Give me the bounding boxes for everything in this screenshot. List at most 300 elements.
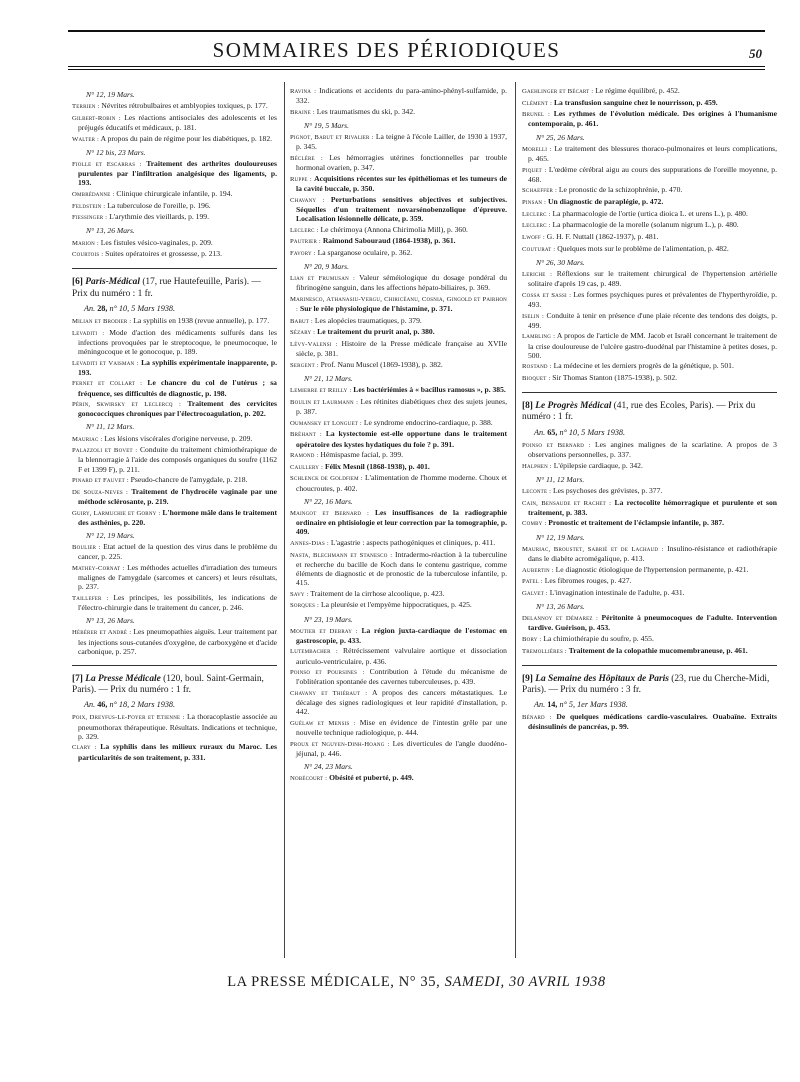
article-entry bbox=[72, 742, 277, 761]
issue-heading: N° 13, 26 Mars. bbox=[86, 226, 135, 236]
article-title: L'invagination intestinale de l'adulte, p. 431. bbox=[549, 587, 685, 597]
article-authors: Oumansky et Longuet : bbox=[290, 419, 362, 427]
article-entry bbox=[72, 328, 277, 356]
journal-name: La Semaine des Hôpitaux de Paris bbox=[535, 673, 669, 684]
issue-heading: N° 11, 12 Mars. bbox=[536, 474, 585, 484]
journal-year: An. 14, n° 5, 1er Mars 1938. bbox=[534, 700, 628, 710]
journal-separator bbox=[522, 392, 777, 393]
article-entry bbox=[290, 107, 507, 117]
article-authors: Tremollières : bbox=[522, 647, 567, 655]
article-title: Pseudo-chancre de l'amygdale, p. 218. bbox=[130, 475, 248, 485]
article-title: Félix Mesnil (1868-1938), p. 401. bbox=[324, 461, 430, 471]
article-title: A propos du pain de régime pour les diabétiques, p. 182. bbox=[100, 133, 273, 143]
article-authors: Périn, Skwirsky et Leclercq : bbox=[72, 401, 182, 409]
page-footer bbox=[68, 974, 765, 991]
article-authors: Béclère : bbox=[290, 154, 323, 162]
article-authors: Leclerc : bbox=[290, 226, 319, 234]
article-authors: Pautrier : bbox=[290, 238, 321, 246]
article-entry bbox=[290, 550, 507, 588]
article-authors: Chavany et Thiébaut : bbox=[290, 690, 368, 698]
journal-address: (120, boul. Saint-Germain, Paris). — Prix du numéro : 1 fr. bbox=[72, 673, 264, 696]
article-entry bbox=[290, 626, 507, 645]
article-entry bbox=[72, 563, 277, 591]
article-entry bbox=[72, 627, 277, 655]
article-title: Contribution à l'étude du mécanisme de l'oblitération spontanée des cavernes tuberculeuses, p. 439. bbox=[296, 667, 507, 687]
article-entry bbox=[522, 576, 777, 586]
article-authors: Nasta, Blechmann et Stanesco : bbox=[290, 551, 393, 559]
article-authors: Boulin et Laurmann : bbox=[290, 398, 359, 406]
article-entry bbox=[522, 331, 777, 359]
article-entry bbox=[290, 360, 507, 370]
article-title: Les réactions antisociales des adolescents et les préjugés éducatifs et médicaux, p. 181. bbox=[78, 112, 277, 132]
article-authors: Bory : bbox=[522, 635, 542, 643]
article-entry bbox=[290, 718, 507, 737]
header-rule-lower bbox=[68, 69, 765, 70]
page-number: 50 bbox=[749, 46, 762, 61]
article-title: Conduite du traitement chimiothérapique de la blennorragie à l'aide des composés organiques du soufre (1162 F et 1399 F), p. 211. bbox=[78, 445, 277, 474]
article-authors: Guiry, Larmuchie et Gorny : bbox=[72, 509, 161, 517]
article-authors: Schlenck de Goldfiem : bbox=[290, 475, 363, 483]
article-entry bbox=[72, 508, 277, 527]
journal-heading bbox=[72, 277, 277, 299]
article-authors: Lévy-Valensi : bbox=[290, 341, 338, 349]
article-authors: Cain, Bensaude et Rachet : bbox=[522, 499, 612, 507]
article-authors: Mauriac, Broustet, Sabrié et de Lachaud : bbox=[522, 545, 664, 553]
article-title: Les méthodes actuelles d'irradiation des tumeurs malignes de l'amygdale (sarcomes et cancers) et leurs résultats, p. 237. bbox=[78, 563, 277, 592]
article-authors: Poinso et Bernard : bbox=[522, 441, 591, 449]
article-authors: Annes-Dias : bbox=[290, 539, 329, 547]
issue-heading: N° 25, 26 Mars. bbox=[536, 132, 585, 142]
article-title: La teigne à l'école Lailler, de 1930 à 1937, p. 345. bbox=[296, 132, 507, 152]
article-authors: Favory : bbox=[290, 249, 316, 257]
article-authors: Ravina : bbox=[290, 88, 317, 95]
article-authors: Taillefer : bbox=[72, 594, 109, 602]
article-title: Etat actuel de la question des virus dans le problème du cancer, p. 225. bbox=[78, 542, 277, 562]
issue-heading: N° 19, 5 Mars. bbox=[304, 120, 350, 130]
article-title: Traitement de l'hydrocèle vaginale par une méthode sclérosante, p. 219. bbox=[78, 486, 277, 507]
article-entry bbox=[522, 185, 777, 195]
article-title: La tuberculose de l'oreille, p. 196. bbox=[107, 200, 211, 210]
article-authors: Levaditi et Vaisman : bbox=[72, 359, 139, 367]
article-entry bbox=[522, 646, 777, 656]
article-entry bbox=[522, 98, 777, 108]
article-authors: Patel : bbox=[522, 578, 543, 586]
article-authors: Rostand : bbox=[522, 363, 552, 371]
article-authors: Leclerc : bbox=[522, 222, 551, 230]
article-title: G. H. F. Nuttall (1862-1937), p. 481. bbox=[546, 232, 659, 242]
article-entry bbox=[72, 134, 277, 144]
journal-number: [8] bbox=[522, 401, 533, 412]
article-authors: Feldstein : bbox=[72, 202, 106, 210]
article-authors: Lemierre et Reilly : bbox=[290, 387, 352, 395]
article-entry bbox=[522, 634, 777, 644]
article-title: Le chancre du col de l'utérus ; sa fréquence, ses difficultés de diagnostic, p. 198. bbox=[78, 378, 277, 398]
journal-year: An. 46, n° 18, 2 Mars 1938. bbox=[84, 700, 176, 710]
article-authors: Bréhant : bbox=[290, 431, 322, 439]
article-title: Le chérimoya (Annona Chirimolia Mill), p. 360. bbox=[320, 224, 468, 234]
article-authors: Chavany : bbox=[290, 196, 325, 204]
journal-separator bbox=[522, 665, 777, 666]
article-title: Histoire de la Presse médicale française au XVIIe siècle, p. 381. bbox=[296, 339, 507, 359]
article-authors: Iselin : bbox=[522, 312, 545, 320]
issues-block bbox=[522, 86, 777, 383]
article-title: L'arythmie des vieillards, p. 199. bbox=[109, 212, 209, 222]
article-title: Quelques mots sur le problème de l'alimentation, p. 482. bbox=[557, 243, 729, 253]
journal-name: Paris-Médical bbox=[85, 277, 140, 288]
article-title: Traitement de la cirrhose alcoolique, p. 423. bbox=[310, 588, 445, 598]
article-title: Les rythmes de l'évolution médicale. Des origines à l'humanisme contemporain, p. 461. bbox=[528, 109, 777, 129]
article-entry bbox=[72, 399, 277, 418]
article-entry bbox=[522, 518, 777, 528]
article-title: Les hémorragies utérines fonctionnelles par trouble hormonal ovarien, p. 347. bbox=[296, 152, 507, 173]
article-title: La thoracoplastie associée au pneumothorax thérapeutique. Résultats. Indications et technique, p. 329. bbox=[78, 712, 277, 741]
article-entry bbox=[522, 144, 777, 163]
article-entry bbox=[290, 473, 507, 492]
issue-heading: N° 12 bis, 23 Mars. bbox=[86, 147, 146, 157]
article-authors: Galvet : bbox=[522, 589, 548, 597]
article-entry bbox=[72, 201, 277, 211]
article-authors: Savy : bbox=[290, 590, 309, 598]
article-entry bbox=[522, 311, 777, 330]
article-title: La rectocolite hémorragique et purulente et son traitement, p. 383. bbox=[528, 497, 777, 517]
article-title: Les alopécies traumatiques, p. 379. bbox=[314, 315, 422, 325]
article-title: Conduite à tenir en présence d'une plaie récente des tendons des doigts, p. 499. bbox=[528, 310, 777, 330]
article-title: Valeur séméiologique du dosage pondéral du fibrinogène sanguin, dans les affections hépato-biliaires, p. 369. bbox=[296, 273, 507, 293]
issue-heading: N° 11, 12 Mars. bbox=[86, 422, 135, 432]
article-entry bbox=[290, 294, 507, 314]
article-entry bbox=[290, 688, 507, 716]
issues-block bbox=[72, 712, 277, 761]
article-entry bbox=[290, 429, 507, 448]
article-entry bbox=[522, 165, 777, 184]
article-authors: Walter : bbox=[72, 135, 100, 143]
article-entry bbox=[522, 109, 777, 128]
article-title: Traitement de la colopathie mucomembraneuse, p. 461. bbox=[568, 645, 748, 655]
article-authors: Sézary : bbox=[290, 329, 316, 337]
article-title: Sur le rôle physiologique de l'histamine, p. 371. bbox=[299, 304, 453, 314]
article-authors: Piquet : bbox=[522, 166, 547, 174]
article-entry bbox=[290, 462, 507, 472]
article-title: Un diagnostic de paraplégie, p. 472. bbox=[548, 197, 664, 207]
article-title: Traitement des cervicites gonococciques chroniques par l'électrocoagulation, p. 202. bbox=[78, 399, 277, 419]
article-authors: Cossa et Sassi : bbox=[522, 291, 572, 299]
article-title: Les insuffisances de la radiographie ordinaire en phtisiologie et leur correction par la tomographie, p. 409. bbox=[296, 507, 507, 537]
issues-block bbox=[522, 712, 777, 731]
article-title: Les rétinites diabétiques chez des sujets jeunes, p. 387. bbox=[296, 396, 507, 417]
journal-heading bbox=[522, 401, 777, 423]
page-title: SOMMAIRES DES PÉRIODIQUES bbox=[212, 38, 561, 62]
article-title: Névrites rétrobulbaires et amblyopies toxiques, p. 177. bbox=[101, 101, 268, 111]
article-title: Les pneumopathies aiguës. Leur traitement par les injections sous-cutanées d'oxygène, de carboxygène et d'acide carbonique, p. 257. bbox=[78, 627, 277, 656]
article-title: L'hormone mâle dans le traitement des asthénies, p. 220. bbox=[78, 507, 277, 527]
article-title: La syphilis expérimentale inapparente, p. 193. bbox=[78, 357, 277, 377]
article-title: Rétrécissement valvulaire aortique et dissociation auriculo-ventriculaire, p. 436. bbox=[296, 646, 507, 666]
article-entry bbox=[72, 316, 277, 326]
article-title: Hémispasme facial, p. 399. bbox=[320, 450, 404, 460]
article-entry bbox=[290, 739, 507, 758]
article-title: Le pronostic de la schizophrénie, p. 470. bbox=[558, 185, 683, 195]
article-authors: Sergent : bbox=[290, 361, 319, 369]
article-authors: Poix, Dreyfus-Le-Foyer et Etienne : bbox=[72, 714, 185, 722]
article-authors: Lutembacher : bbox=[290, 648, 338, 656]
article-authors: Lambling : bbox=[522, 333, 556, 341]
issue-heading: N° 12, 19 Mars. bbox=[86, 90, 135, 99]
article-entry bbox=[290, 646, 507, 665]
article-title: L'œdème cérébral aigu au cours des suppurations de l'oreille moyenne, p. 468. bbox=[528, 164, 777, 184]
article-title: La syphilis dans les milieux ruraux du Maroc. Les particularités de son traitement, p. 331. bbox=[78, 742, 277, 762]
article-authors: Halphen : bbox=[522, 462, 552, 470]
article-authors: Moutier et Debray : bbox=[290, 627, 358, 635]
article-title: Les lésions viscérales d'origine nerveuse, p. 209. bbox=[104, 433, 253, 443]
article-authors: Courtois : bbox=[72, 251, 104, 259]
article-entry bbox=[522, 440, 777, 459]
article-title: Réflexions sur le traitement chirurgical de l'hypertension artérielle solitaire d'après 19 cas, p. 489. bbox=[528, 269, 777, 289]
article-authors: Leconte : bbox=[522, 487, 552, 495]
article-entry bbox=[290, 236, 507, 246]
article-authors: Ruppe : bbox=[290, 175, 312, 183]
article-authors: Proux et Nguyen-Dinh-Hoang : bbox=[290, 740, 390, 748]
article-entry bbox=[290, 508, 507, 536]
journal-address: (17, rue Hautefeuille, Paris). — Prix du numéro : 1 fr. bbox=[72, 277, 261, 299]
article-entry bbox=[72, 249, 277, 259]
article-authors: Brunel : bbox=[522, 111, 551, 119]
article-title: Les traumatismes du ski, p. 342. bbox=[316, 106, 416, 116]
article-title: Les formes psychiques pures et prévalentes de l'hyperthyroïdie, p. 493. bbox=[528, 289, 777, 309]
journal-separator bbox=[72, 268, 277, 269]
article-entry bbox=[72, 712, 277, 740]
article-title: Les bactériémies à « bacillus ramosus », p. 385. bbox=[353, 385, 506, 395]
issue-heading: N° 21, 12 Mars. bbox=[304, 374, 353, 384]
column-3 bbox=[522, 86, 777, 958]
article-authors: Gaehlinger et Bécart : bbox=[522, 88, 594, 95]
article-entry bbox=[72, 542, 277, 561]
journal-name: La Presse Médicale bbox=[85, 673, 161, 684]
issue-heading: N° 12, 19 Mars. bbox=[86, 531, 135, 541]
issue-heading: N° 26, 30 Mars. bbox=[536, 257, 585, 267]
article-entry bbox=[290, 397, 507, 416]
article-authors: Morelli : bbox=[522, 145, 552, 153]
article-title: Insulino-résistance et radiothérapie dans le diabète acromégalique, p. 413. bbox=[528, 543, 777, 563]
article-entry bbox=[72, 434, 277, 444]
article-title: De quelques médications cardio-vasculaires. Ouabaïne. Extraits désinsulinés de pancréas, p. 99. bbox=[528, 712, 777, 732]
article-entry bbox=[522, 461, 777, 471]
article-authors: Babut : bbox=[290, 317, 313, 325]
article-title: A propos de l'article de MM. Jacob et Israël concernant le traitement de la crise douloureuse de l'ulcère gastro-duodénal par l'histamine à petites doses, p. 500. bbox=[528, 331, 777, 360]
article-authors: Fiessinger : bbox=[72, 214, 108, 222]
footer-date: SAMEDI, 30 AVRIL 1938 bbox=[444, 974, 606, 990]
article-title: Traitement des arthrites douloureuses purulentes par l'infiltration analgésique des ligaments, p. 193. bbox=[78, 158, 277, 188]
article-title: La transfusion sanguine chez le nourrisson, p. 459. bbox=[553, 97, 718, 107]
article-entry bbox=[522, 498, 777, 517]
column-divider bbox=[515, 82, 516, 958]
article-entry bbox=[290, 773, 507, 783]
article-entry bbox=[290, 86, 507, 105]
journal-separator bbox=[72, 665, 277, 666]
article-authors: Guélaw et Mensis : bbox=[290, 720, 356, 728]
article-authors: Caullery : bbox=[290, 463, 324, 471]
article-entry bbox=[522, 290, 777, 309]
article-title: L'épilepsie cardiaque, p. 342. bbox=[553, 460, 643, 470]
journal-number: [7] bbox=[72, 673, 83, 684]
article-entry bbox=[72, 378, 277, 397]
article-title: Le traitement des blessures thoraco-pulmonaires et leurs complications, p. 465. bbox=[528, 143, 777, 163]
article-title: Mise en évidence de l'intestin grêle par une nouvelle technique radiologique, p. 444. bbox=[296, 718, 507, 738]
article-title: Mode d'action des médicaments sulfurés dans les infections provoquées par le streptocoque, le pneumocoque, le méningocoque et le gonocoque, p. 189. bbox=[78, 327, 277, 356]
article-entry bbox=[290, 174, 507, 193]
article-authors: Mauriac : bbox=[72, 435, 103, 443]
article-entry bbox=[522, 232, 777, 242]
article-entry bbox=[290, 153, 507, 172]
article-authors: Lwoff : bbox=[522, 234, 545, 242]
article-entry bbox=[72, 358, 277, 377]
article-entry bbox=[72, 189, 277, 199]
article-title: La syphilis en 1938 (revue annuelle), p. 177. bbox=[133, 315, 270, 325]
article-authors: Maingot et Bernard : bbox=[290, 509, 370, 517]
article-entry bbox=[290, 248, 507, 258]
article-title: Raimond Sabouraud (1864-1938), p. 361. bbox=[322, 236, 456, 246]
issues-block bbox=[290, 86, 507, 784]
issue-heading: N° 13, 26 Mars. bbox=[536, 601, 585, 611]
article-authors: Braine : bbox=[290, 108, 315, 116]
article-entry bbox=[522, 361, 777, 371]
article-entry bbox=[72, 238, 277, 248]
article-title: Intradermo-réaction à la tuberculine et recherche du bacille de Koch dans le contenu gastrique, comme éléments de diagnostic et de pronostic de la tuberculose infantile, p. 415. bbox=[296, 549, 507, 588]
article-title: Perturbations sensitives objectives et subjectives. Séquelles d'un traitement novarsénobenzolique d'épreuve. Localisation lésionnelle délicate, p. 359. bbox=[296, 194, 507, 223]
article-title: Acquisitions récentes sur les épithéliomas et les tumeurs de la cavité buccale, p. 350. bbox=[296, 173, 507, 193]
article-title: Les fibromes rouges, p. 427. bbox=[544, 576, 632, 586]
article-entry bbox=[522, 244, 777, 254]
article-title: La médecine et les derniers progrès de la génétique, p. 501. bbox=[553, 361, 734, 371]
article-title: Les fistules vésico-vaginales, p. 209. bbox=[100, 237, 213, 247]
article-title: Sir Thomas Stanton (1875-1938), p. 502. bbox=[552, 373, 678, 383]
article-title: La pleurésie et l'empyème hippocratiques, p. 425. bbox=[320, 600, 472, 610]
article-title: Suites opératoires et grossesse, p. 213. bbox=[105, 249, 222, 259]
article-authors: Bioquet : bbox=[522, 375, 551, 383]
article-title: Péritonite à pneumocoques de l'adulte. Intervention tardive. Guérison, p. 453. bbox=[528, 613, 777, 633]
article-entry bbox=[290, 316, 507, 326]
article-authors: Mathey-Cornat : bbox=[72, 565, 125, 572]
article-entry bbox=[290, 450, 507, 460]
issue-heading: N° 20, 9 Mars. bbox=[304, 262, 350, 271]
article-authors: Schaeffer : bbox=[522, 187, 557, 195]
article-entry bbox=[522, 209, 777, 219]
article-entry bbox=[290, 589, 507, 599]
article-authors: Sorques : bbox=[290, 602, 320, 610]
article-title: Les diverticules de l'angle duodéno-jéjunal, p. 446. bbox=[296, 738, 507, 759]
article-title: Indications et accidents du para-amino-phényl-sulfamide, p. 332. bbox=[296, 86, 507, 106]
article-title: Les angines malignes de la scarlatine. A propos de 3 observations personnelles, p. 337. bbox=[528, 439, 777, 459]
article-title: A propos des cancers métastatiques. Le décalage des signes radiologiques et leur rapidité d'installation, p. 442. bbox=[296, 688, 507, 717]
article-authors: Comby : bbox=[522, 520, 547, 528]
article-authors: Delannoy et Démarez : bbox=[522, 615, 599, 623]
journal-year: An. 28, n° 10, 5 Mars 1938. bbox=[84, 303, 176, 313]
article-entry bbox=[290, 225, 507, 235]
article-entry bbox=[72, 159, 277, 187]
article-authors: Leclerc : bbox=[522, 210, 551, 218]
article-entry bbox=[72, 113, 277, 132]
article-title: Le syndrome endocrino-cardiaque, p. 388. bbox=[363, 417, 493, 427]
article-authors: Bénard : bbox=[522, 714, 552, 722]
article-entry bbox=[522, 613, 777, 632]
article-entry bbox=[72, 212, 277, 222]
article-title: Prof. Nanu Muscel (1869-1938), p. 382. bbox=[320, 359, 443, 369]
column-divider bbox=[284, 82, 285, 958]
journal-heading bbox=[72, 674, 277, 696]
article-authors: Pinsan : bbox=[522, 199, 547, 207]
article-authors: Boulier : bbox=[72, 544, 101, 552]
article-entry bbox=[290, 132, 507, 151]
article-entry bbox=[522, 544, 777, 563]
journal-number: [6] bbox=[72, 277, 83, 288]
article-authors: Pignot, Babut et Rivalier : bbox=[290, 134, 374, 142]
article-title: La chimiothérapie du soufre, p. 455. bbox=[543, 633, 654, 643]
article-authors: Lian et Frumusan : bbox=[290, 275, 356, 283]
column-1 bbox=[72, 86, 277, 958]
article-title: Les psychoses des grévistes, p. 377. bbox=[553, 485, 663, 495]
article-authors: Ramond : bbox=[290, 452, 319, 460]
article-entry bbox=[72, 101, 277, 111]
article-authors: Nobécourt : bbox=[290, 775, 328, 783]
journal-address: (41, rue des Ecoles, Paris). — Prix du numéro : 1 fr. bbox=[522, 401, 756, 423]
article-title: Les principes, les possibilités, les indications de l'électro-chirurgie dans le traitement du cancer, p. 246. bbox=[78, 592, 277, 613]
footer-journal: LA PRESSE MÉDICALE, N° 35, bbox=[227, 974, 441, 990]
article-entry bbox=[522, 373, 777, 383]
journal-heading bbox=[522, 674, 777, 696]
header-rule bbox=[68, 66, 765, 67]
article-authors: De Souza-Neves : bbox=[72, 488, 129, 496]
article-title: Le traitement du prurit anal, p. 380. bbox=[317, 327, 435, 337]
article-authors: Marion : bbox=[72, 239, 99, 247]
issues-block bbox=[522, 440, 777, 656]
article-title: L'alimentation de l'homme moderne. Choux et choucroutes, p. 402. bbox=[296, 473, 507, 493]
article-entry bbox=[522, 197, 777, 207]
article-entry bbox=[522, 486, 777, 496]
article-entry bbox=[290, 600, 507, 610]
article-entry bbox=[522, 220, 777, 230]
article-entry bbox=[72, 445, 277, 473]
issue-heading: N° 23, 19 Mars. bbox=[304, 614, 353, 624]
issues-block bbox=[72, 316, 277, 656]
journal-address: (23, rue du Cherche-Midi, Paris). — Prix du numéro : 3 fr. bbox=[522, 673, 770, 695]
article-entry bbox=[290, 418, 507, 428]
article-entry bbox=[72, 475, 277, 485]
journal-name: Le Progrès Médical bbox=[535, 401, 612, 412]
article-entry bbox=[290, 538, 507, 548]
article-authors: Clary : bbox=[72, 744, 97, 752]
article-authors: Palazzoli et Bovet : bbox=[72, 447, 138, 455]
article-entry bbox=[72, 487, 277, 506]
issue-heading: N° 22, 16 Mars. bbox=[304, 496, 353, 506]
journal-number: [9] bbox=[522, 673, 533, 684]
article-title: Le régime équilibré, p. 452. bbox=[595, 86, 680, 95]
article-entry bbox=[290, 273, 507, 292]
issue-heading: N° 24, 23 Mars. bbox=[304, 762, 353, 772]
issue-heading: N° 12, 19 Mars. bbox=[536, 532, 585, 542]
article-entry bbox=[290, 667, 507, 686]
article-authors: Leriche : bbox=[522, 271, 553, 278]
article-authors: Ombrédanne : bbox=[72, 190, 115, 198]
top-rule bbox=[68, 30, 765, 32]
issue-heading: N° 13, 26 Mars. bbox=[86, 616, 135, 626]
article-title: La kystectomie est-elle opportune dans le traitement opératoire des kystes hydatiques du foie ? p. 391. bbox=[296, 429, 507, 449]
article-entry bbox=[72, 593, 277, 612]
journal-year: An. 65, n° 10, 5 Mars 1938. bbox=[534, 427, 626, 437]
article-authors: Poinso et Poursines : bbox=[290, 669, 365, 677]
article-title: La sparganose oculaire, p. 362. bbox=[317, 247, 413, 257]
article-authors: Fernet et Collart : bbox=[72, 380, 143, 388]
article-authors: Terrien : bbox=[72, 103, 100, 111]
article-entry bbox=[522, 86, 777, 96]
